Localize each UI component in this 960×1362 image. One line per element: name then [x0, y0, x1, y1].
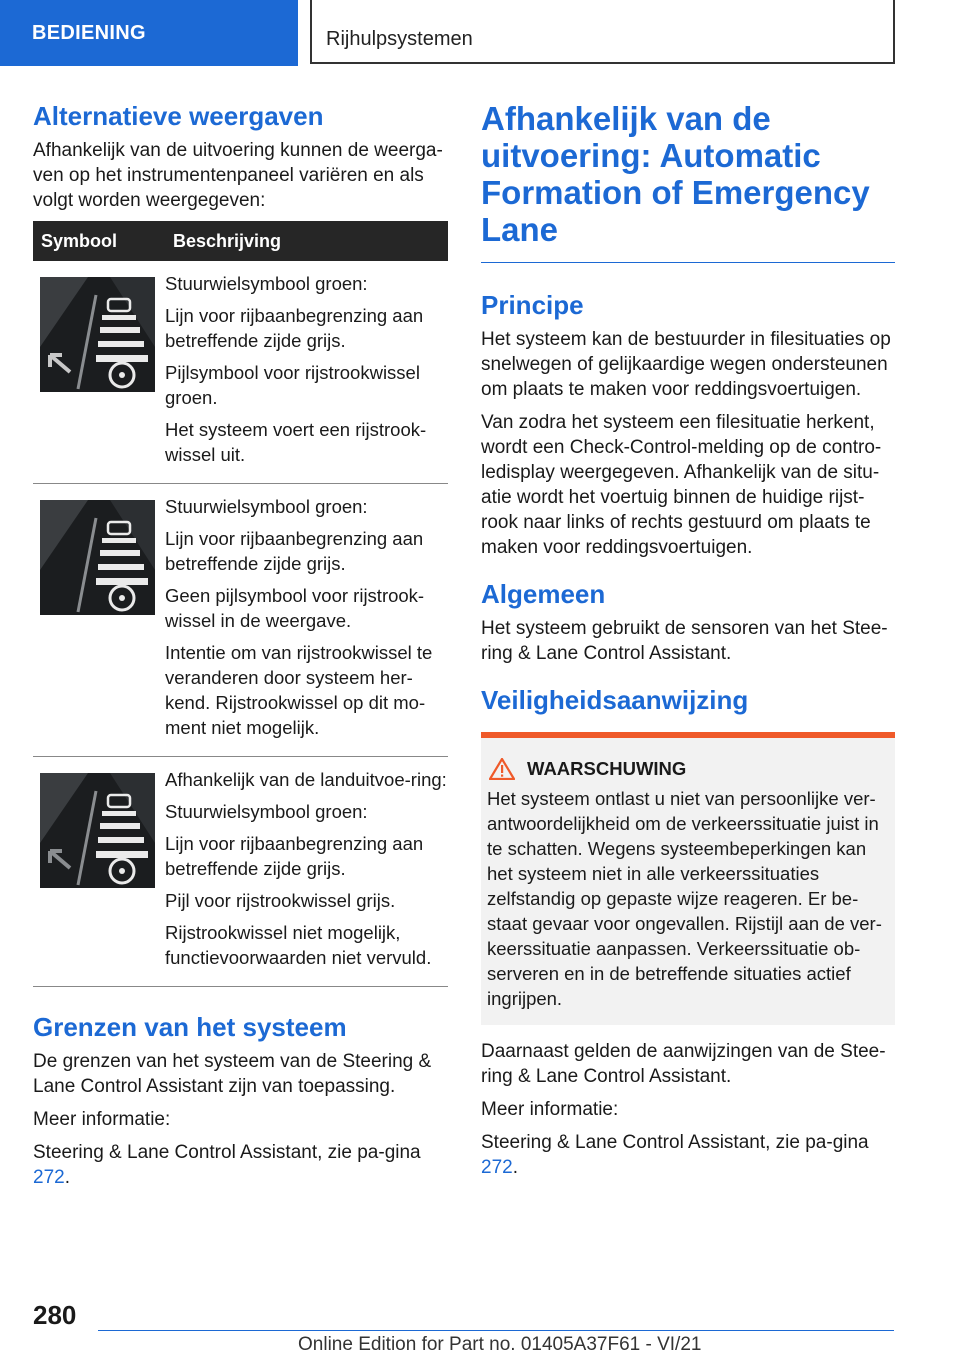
section-title: Afhankelijk van de uitvoering: Automatic Formation of Emergency Lane — [481, 100, 870, 248]
algemeen-p: Het systeem gebruikt de sensoren van het Stee-ring & Lane Control Assistant. — [481, 618, 888, 664]
table-row — [33, 484, 448, 757]
edition-text: Online Edition for Part no. 01405A37F61 - VI/21 — [298, 1334, 702, 1355]
after-p3 — [481, 1130, 895, 1180]
after-p2: Meer informatie: — [481, 1099, 619, 1120]
lane-change-display-icon — [40, 500, 155, 615]
row-line: Stuurwielsymbool groen: — [165, 801, 368, 822]
row-line: Pijlsymbool voor rijstrookwissel groen. — [165, 362, 420, 408]
principe-p1: Het systeem kan de bestuurder in filesituaties op snelwegen of gelijkaardige wegen ondersteunen om plaats te maken voor reddingsvoertuigen. — [481, 329, 891, 400]
page-number: 280 — [33, 1300, 77, 1330]
row-line: Lijn voor rijbaanbegrenzing aan betreffende zijde grijs. — [165, 833, 424, 879]
warning-header — [487, 758, 889, 780]
row-line: Rijstrookwissel niet mogelijk, functievoorwaarden niet vervuld. — [165, 922, 432, 968]
warning-label: WAARSCHUWING — [527, 758, 687, 779]
row-line: Het systeem voert een rijstrook-wissel uit. — [165, 419, 427, 465]
title-rule — [481, 262, 895, 263]
alt-intro: Afhankelijk van de uitvoering kunnen de weerga-ven op het instrumentenpaneel variëren en als volgt worden weergegeven: — [33, 140, 443, 211]
warning-text: Het systeem ontlast u niet van persoonlijke ver-antwoordelijkheid om de verkeerssituatie juist in te schatten. Wegens systeembeperkingen kan het systeem niet in alle verkeerssituaties zelfstandig op gepaste wijze reageren. Er be-staat gevaar voor ongevallen. Rijstijl aan de ver-keerssituatie aanpassen. Verkeerssituatie ob-serveren en in de betreffende situaties actief ingrijpen. — [487, 788, 882, 1009]
lane-change-display-icon — [40, 277, 155, 392]
after-p3-text: Steering & Lane Control Assistant, zie pa-gina — [481, 1132, 869, 1153]
page-link[interactable]: 272 — [481, 1157, 513, 1178]
limits-p1: De grenzen van het systeem van de Steering & Lane Control Assistant zijn van toepassing. — [33, 1051, 432, 1097]
warning-box — [481, 738, 895, 1025]
lane-change-display-icon — [40, 773, 155, 888]
row-line: Stuurwielsymbool groen: — [165, 496, 368, 517]
left-column — [33, 100, 448, 1198]
footer-rule — [98, 1330, 894, 1331]
chapter-title: Rijhulpsystemen — [310, 0, 895, 64]
table-row — [33, 261, 448, 484]
row-line: Lijn voor rijbaanbegrenzing aan betreffende zijde grijs. — [165, 528, 424, 574]
table-row — [33, 757, 448, 987]
principe-heading: Principe — [481, 290, 584, 320]
row-line: Geen pijlsymbool voor rijstrook-wissel in de weergave. — [165, 585, 425, 631]
limits-heading: Grenzen van het systeem — [33, 1012, 347, 1042]
col-symbol-header: Symbool — [33, 221, 165, 261]
right-column — [481, 100, 895, 1188]
row-line: Stuurwielsymbool groen: — [165, 273, 368, 294]
page-header — [0, 0, 960, 66]
limits-p2: Meer informatie: — [33, 1109, 171, 1130]
after-p3-end: . — [512, 1157, 518, 1178]
row-line: Afhankelijk van de landuitvoe-ring: — [165, 769, 447, 790]
veilig-heading: Veiligheidsaanwijzing — [481, 685, 749, 715]
symbol-table — [33, 221, 448, 987]
col-desc-header: Beschrijving — [165, 221, 448, 261]
page-link[interactable]: 272 — [33, 1167, 65, 1188]
principe-p2: Van zodra het systeem een filesituatie herkent, wordt een Check-Control-melding op de contro-ledisplay weergegeven. Afhankelijk van de situ-atie wordt het voertuig binnen de huidige rijst-rook naar links of rechts gestuurd om plaats te maken voor reddingsvoertuigen. — [481, 412, 882, 558]
limits-p3 — [33, 1140, 448, 1190]
row-line: Pijl voor rijstrookwissel grijs. — [165, 890, 396, 911]
limits-p3-end: . — [64, 1167, 70, 1188]
after-p1: Daarnaast gelden de aanwijzingen van de Stee-ring & Lane Control Assistant. — [481, 1041, 886, 1087]
row-line: Intentie om van rijstrookwissel te veranderen door systeem her-kend. Rijstrookwissel op dit mo-ment niet mogelijk. — [165, 642, 433, 738]
row-line: Lijn voor rijbaanbegrenzing aan betreffende zijde grijs. — [165, 305, 424, 351]
alt-heading: Alternatieve weergaven — [33, 101, 324, 131]
warning-triangle-icon — [489, 758, 515, 780]
section-label: BEDIENING — [0, 0, 298, 66]
algemeen-heading: Algemeen — [481, 579, 606, 609]
limits-p3-text: Steering & Lane Control Assistant, zie pa-gina — [33, 1142, 421, 1163]
